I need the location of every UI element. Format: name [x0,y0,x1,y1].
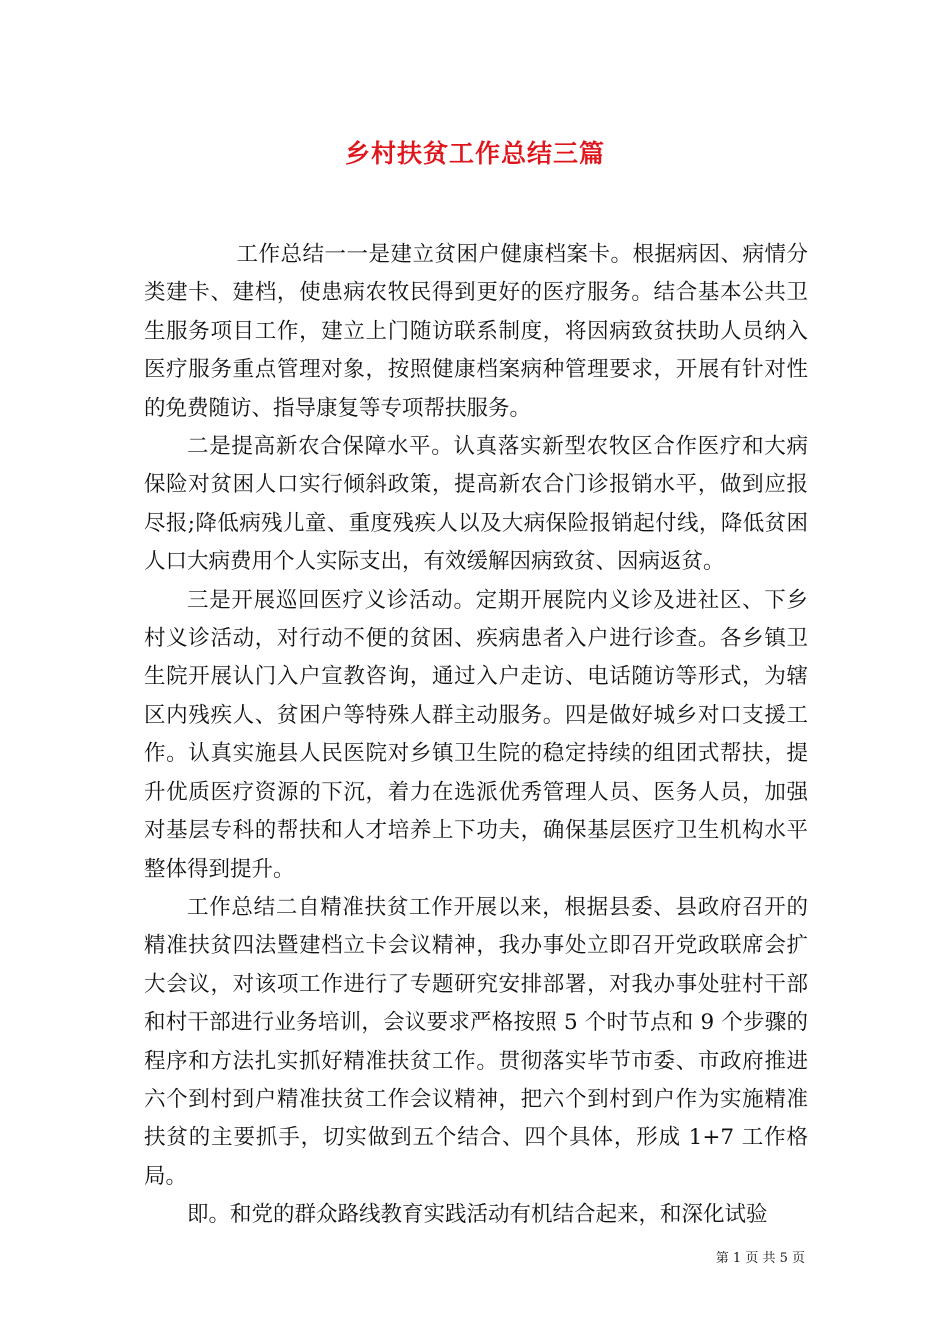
paragraph-2: 二是提高新农合保障水平。认真落实新型农牧区合作医疗和大病保险对贫困人口实行倾斜政策，提高新农合门诊报销水平，做到应报尽报;降低病残儿童、重度残疾人以及大病保险报销起付线，降低贫困人口大病费用个人实际支出，有效缓解因病致贫、因病返贫。 [144,434,808,575]
document-body [144,236,808,1235]
paragraph-4: 工作总结二自精准扶贫工作开展以来，根据县委、县政府召开的精准扶贫四法暨建档立卡会议精神，我办事处立即召开党政联席会扩大会议，对该项工作进行了专题研究安排部署，对我办事处驻村干部和村干部进行业务培训，会议要求严格按照 5 个时节点和 9 个步骤的程序和方法扎实抓好精准扶贫工作。贯彻落实毕节市委、市政府推进六个到村到户精准扶贫工作会议精神，把六个到村到户作为实施精准扶贫的主要抓手，切实做到五个结合、四个具体，形成 1+7 工作格局。 [144,894,808,1189]
paragraph-1: 工作总结一一是建立贫困户健康档案卡。根据病因、病情分类建卡、建档，使患病农牧民得到更好的医疗服务。结合基本公共卫生服务项目工作，建立上门随访联系制度，将因病致贫扶助人员纳入医疗服务重点管理对象，按照健康档案病种管理要求，开展有针对性的免费随访、指导康复等专项帮扶服务。 [144,242,808,421]
page-number-footer: 第 1 页 共 5 页 [715,1251,805,1266]
paragraph-5: 即。和党的群众路线教育实践活动有机结合起来，和深化试验 [187,1202,768,1228]
document-title: 乡村扶贫工作总结三篇 [344,139,605,168]
paragraph-3: 三是开展巡回医疗义诊活动。定期开展院内义诊及进社区、下乡村义诊活动，对行动不便的贫困、疾病患者入户进行诊查。各乡镇卫生院开展认门入户宣教咨询，通过入户走访、电话随访等形式，为辖区内残疾人、贫困户等特殊人群主动服务。四是做好城乡对口支援工作。认真实施县人民医院对乡镇卫生院的稳定持续的组团式帮扶，提升优质医疗资源的下沉，着力在选派优秀管理人员、医务人员，加强对基层专科的帮扶和人才培养上下功夫，确保基层医疗卫生机构水平整体得到提升。 [144,587,808,882]
